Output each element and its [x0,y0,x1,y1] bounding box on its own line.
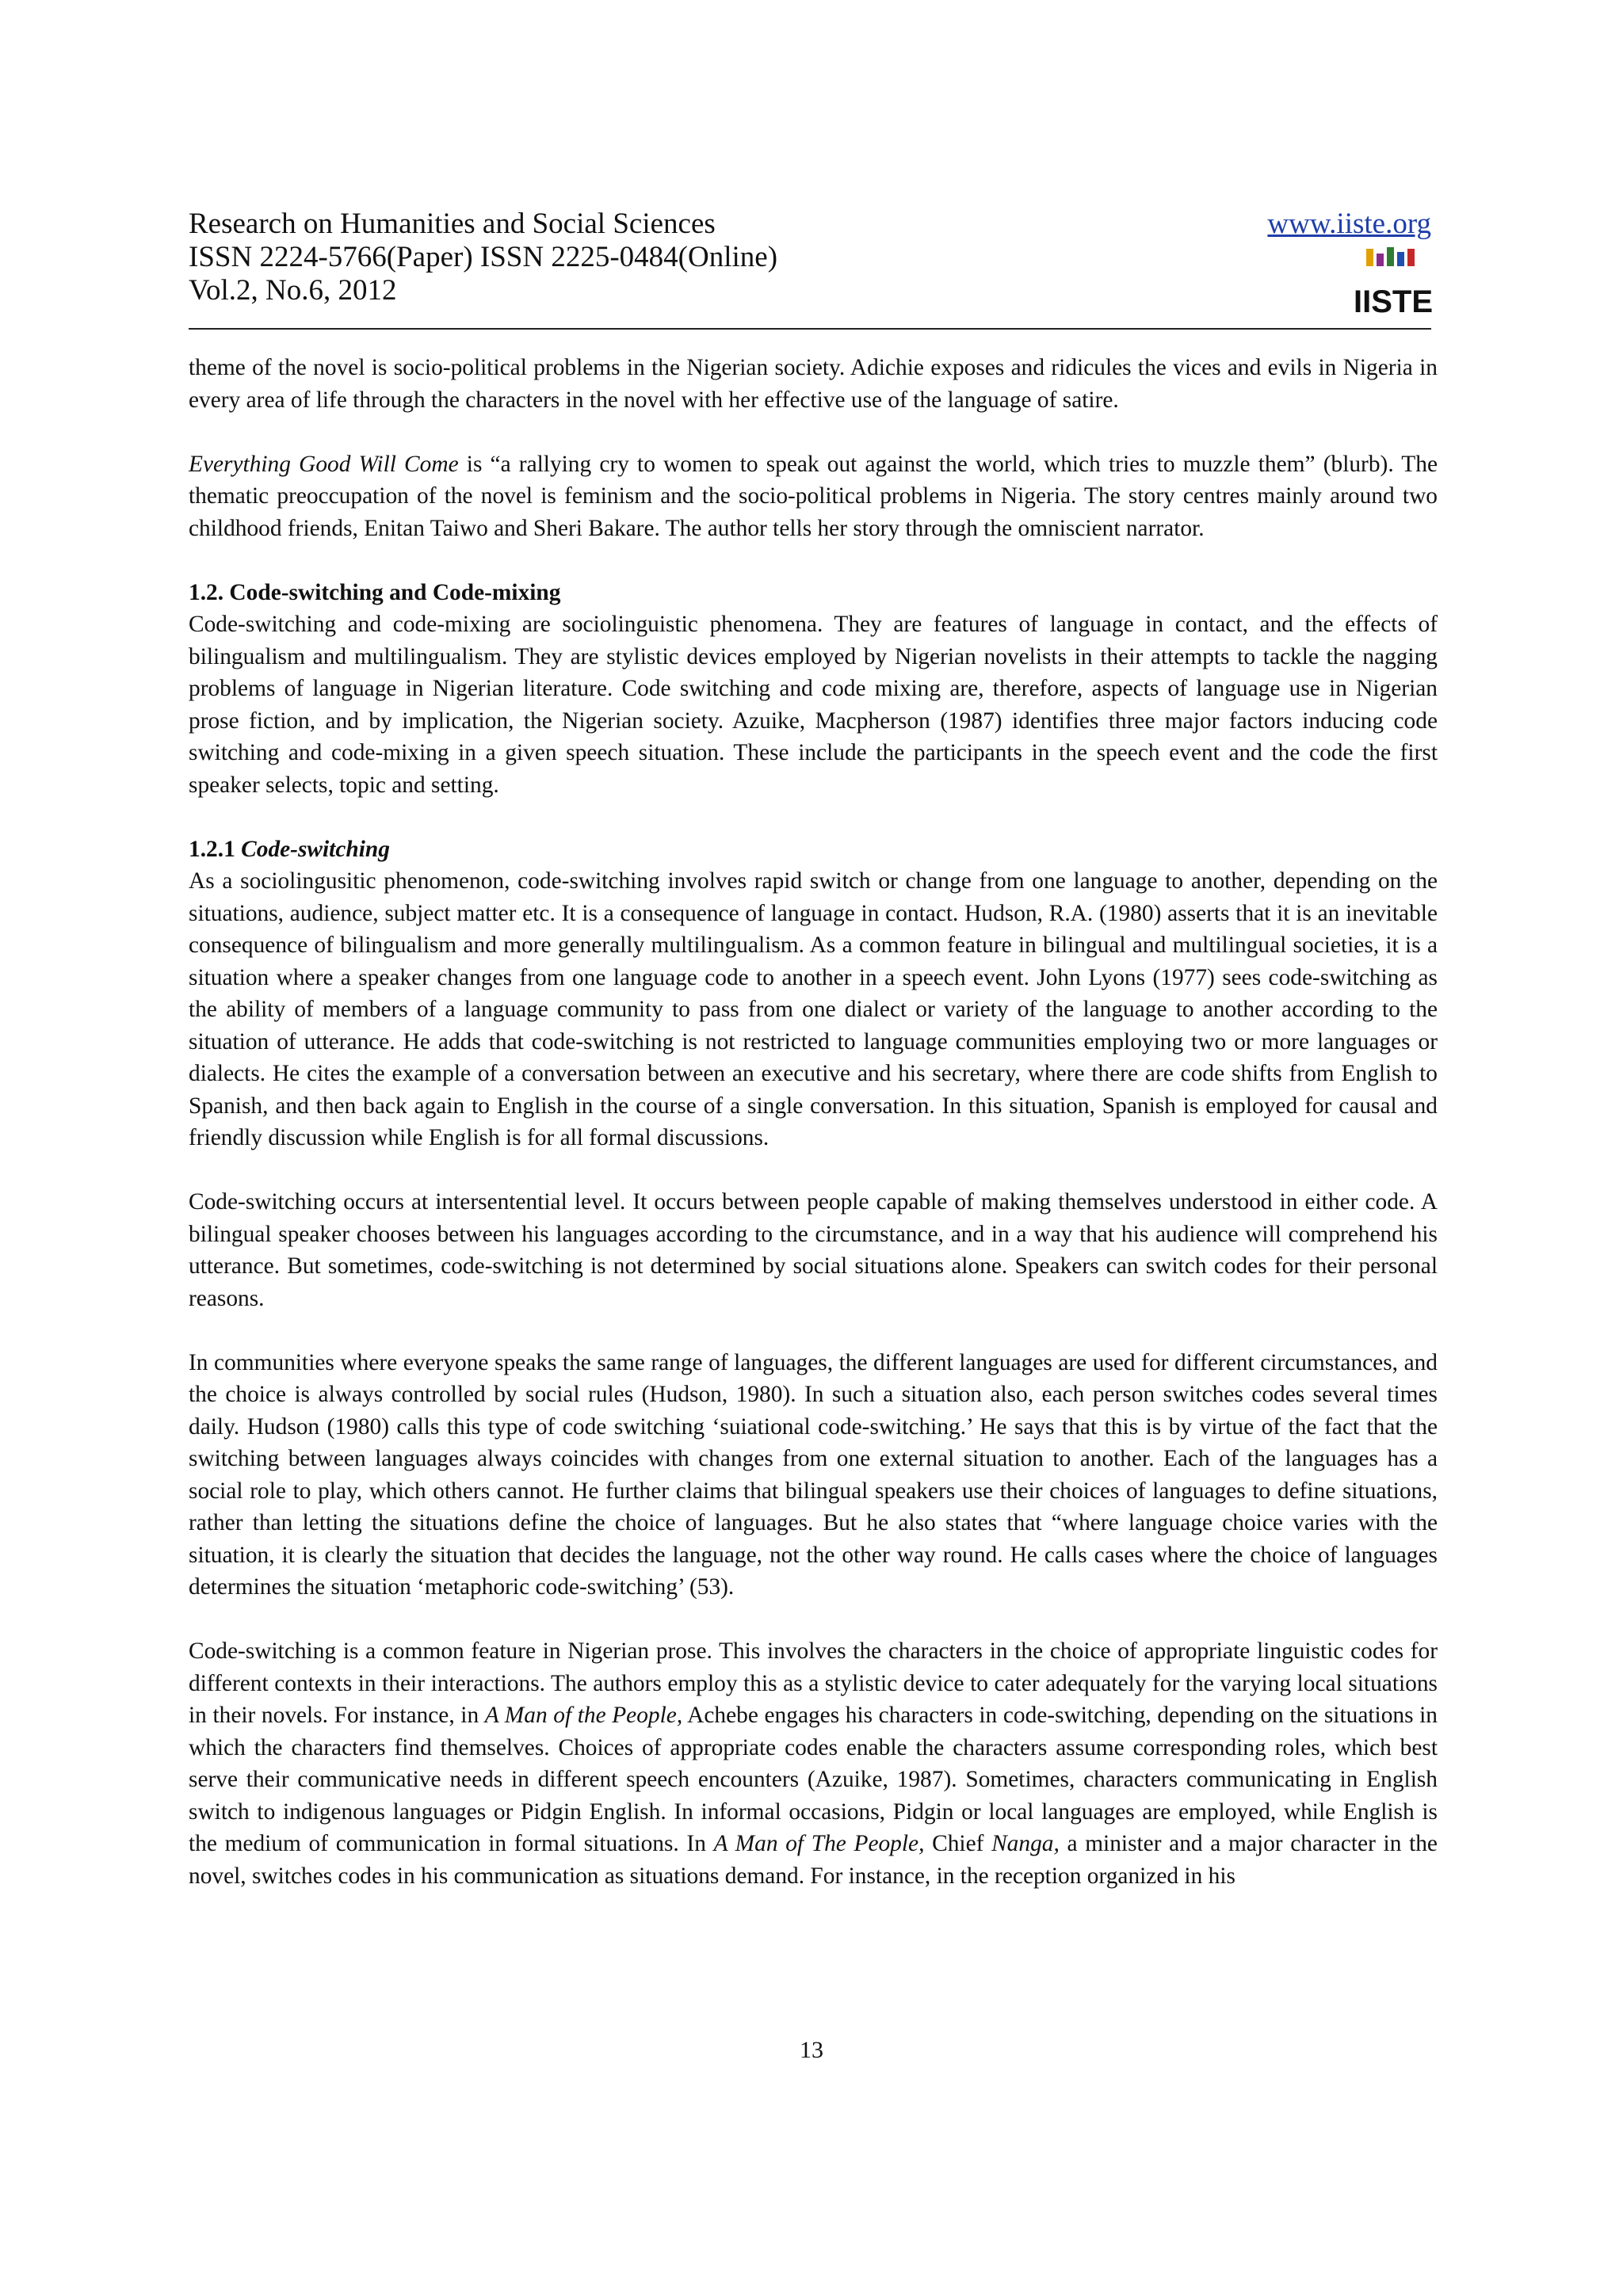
book-title: Everything Good Will Come [189,451,459,477]
paragraph: theme of the novel is socio-political problems in the Nigerian society. Adichie exposes and ridicules the vices and evils in Nigeria in every area of life through the characters in the novel with her effective use of the language of satire. [189,355,1438,413]
paragraph: Everything Good Will Come is “a rallying cry to women to speak out against the world, which tries to muzzle them” (blurb). The thematic preoccupation of the novel is feminism and the socio-political problems in Nigeria. The story centres mainly around two childhood friends, Enitan Taiwo and Sheri Bakare. The author tells her story through the omniscient narrator. [189,451,1438,541]
book-title: A Man of The People, [713,1831,925,1856]
paragraph: Code-switching is a common feature in Nigerian prose. This involves the characters in the choice of appropriate linguistic codes for different contexts in their interactions. The authors employ this as a stylistic device to cater adequately for the varying local situations in their novels. For instance, in A Man of the People, Achebe engages his characters in code-switching, depending on the situations in which the characters find themselves. Choices of appropriate codes enable the characters assume corresponding roles, which best serve their communicative needs in different speech encounters (Azuike, 1987). Sometimes, characters communicating in English switch to indigenous languages or Pidgin English. In informal occasions, Pidgin or local languages are employed, while English is the medium of communication in formal situations. In A Man of The People, Chief Nanga, a minister and a major character in the novel, switches codes in his communication as situations demand. For instance, in the reception organized in his [189,1638,1438,1889]
page-header [189,208,1434,330]
logo-text: IISTE [1353,284,1434,319]
page-number: 13 [800,2037,823,2063]
paragraph: Code-switching occurs at intersentential level. It occurs between people capable of making themselves understood in either code. A bilingual speaker chooses between his languages according to the circumstance, and in a way that his audience will comprehend his utterance. But sometimes, code-switching is not determined by social situations alone. Speakers can switch codes for their personal reasons. [189,1189,1438,1311]
section-heading-1-2: 1.2. Code-switching and Code-mixing [189,579,561,605]
journal-issn: ISSN 2224-5766(Paper) ISSN 2225-0484(Online) [189,241,778,273]
character-name: Nanga, [991,1831,1060,1856]
paragraph: As a sociolingusitic phenomenon, code-switching involves rapid switch or change from one language to another, depending on the situations, audience, subject matter etc. It is a consequence of language in contact. Hudson, R.A. (1980) asserts that it is an inevitable consequence of bilingualism and more generally multilingualism. As a common feature in bilingual and multilingual societies, it is a situation where a speaker changes from one language code to another in a speech event. John Lyons (1977) sees code-switching as the ability of members of a language community to pass from one dialect or variety of the language to another according to the situation of utterance. He adds that code-switching is not restricted to language communities employing two or more languages or dialects. He cites the example of a conversation between an executive and his secretary, where there are code shifts from English to Spanish, and then back again to English in the course of a single conversation. In this situation, Spanish is employed for causal and friendly discussion while English is for all formal discussions. [189,868,1438,1150]
book-title: A Man of the People, [484,1703,683,1728]
article-body [189,352,1438,1924]
journal-volume: Vol.2, No.6, 2012 [189,274,397,307]
iiste-logo-icon [1353,246,1434,319]
paragraph: Code-switching and code-mixing are sociolinguistic phenomena. They are features of language in contact, and the effects of bilingualism and multilingualism. They are stylistic devices employed by Nigerian novelists in their attempts to tackle the nagging problems of language in Nigerian literature. Code switching and code mixing are, therefore, aspects of language use in Nigerian prose fiction, and by implication, the Nigerian society. Azuike, Macpherson (1987) identifies three major factors inducing code switching and code-mixing in a given speech situation. These include the participants in the speech event and the code the first speaker selects, topic and setting. [189,612,1438,798]
paragraph: In communities where everyone speaks the same range of languages, the different languages are used for different circumstances, and the choice is always controlled by social rules (Hudson, 1980). In such a situation also, each person switches codes several times daily. Hudson (1980) calls this type of code switching ‘suiational code-switching.’ He says that this is by virtue of the fact that the switching between languages always coincides with changes from one external situation to another. Each of the languages has a social role to play, which others cannot. He further claims that bilingual speakers use their choices of languages to define situations, rather than letting the situations define the choice of languages. But he also states that “where language choice varies with the situation, it is clearly the situation that decides the language, not the other way round. He calls cases where the choice of languages determines the situation ‘metaphoric code-switching’ (53). [189,1349,1438,1600]
section-heading-1-2-1: 1.2.1 Code-switching [189,836,390,862]
journal-title: Research on Humanities and Social Sciences [189,208,716,240]
website-link[interactable]: www.iiste.org [1267,208,1431,240]
